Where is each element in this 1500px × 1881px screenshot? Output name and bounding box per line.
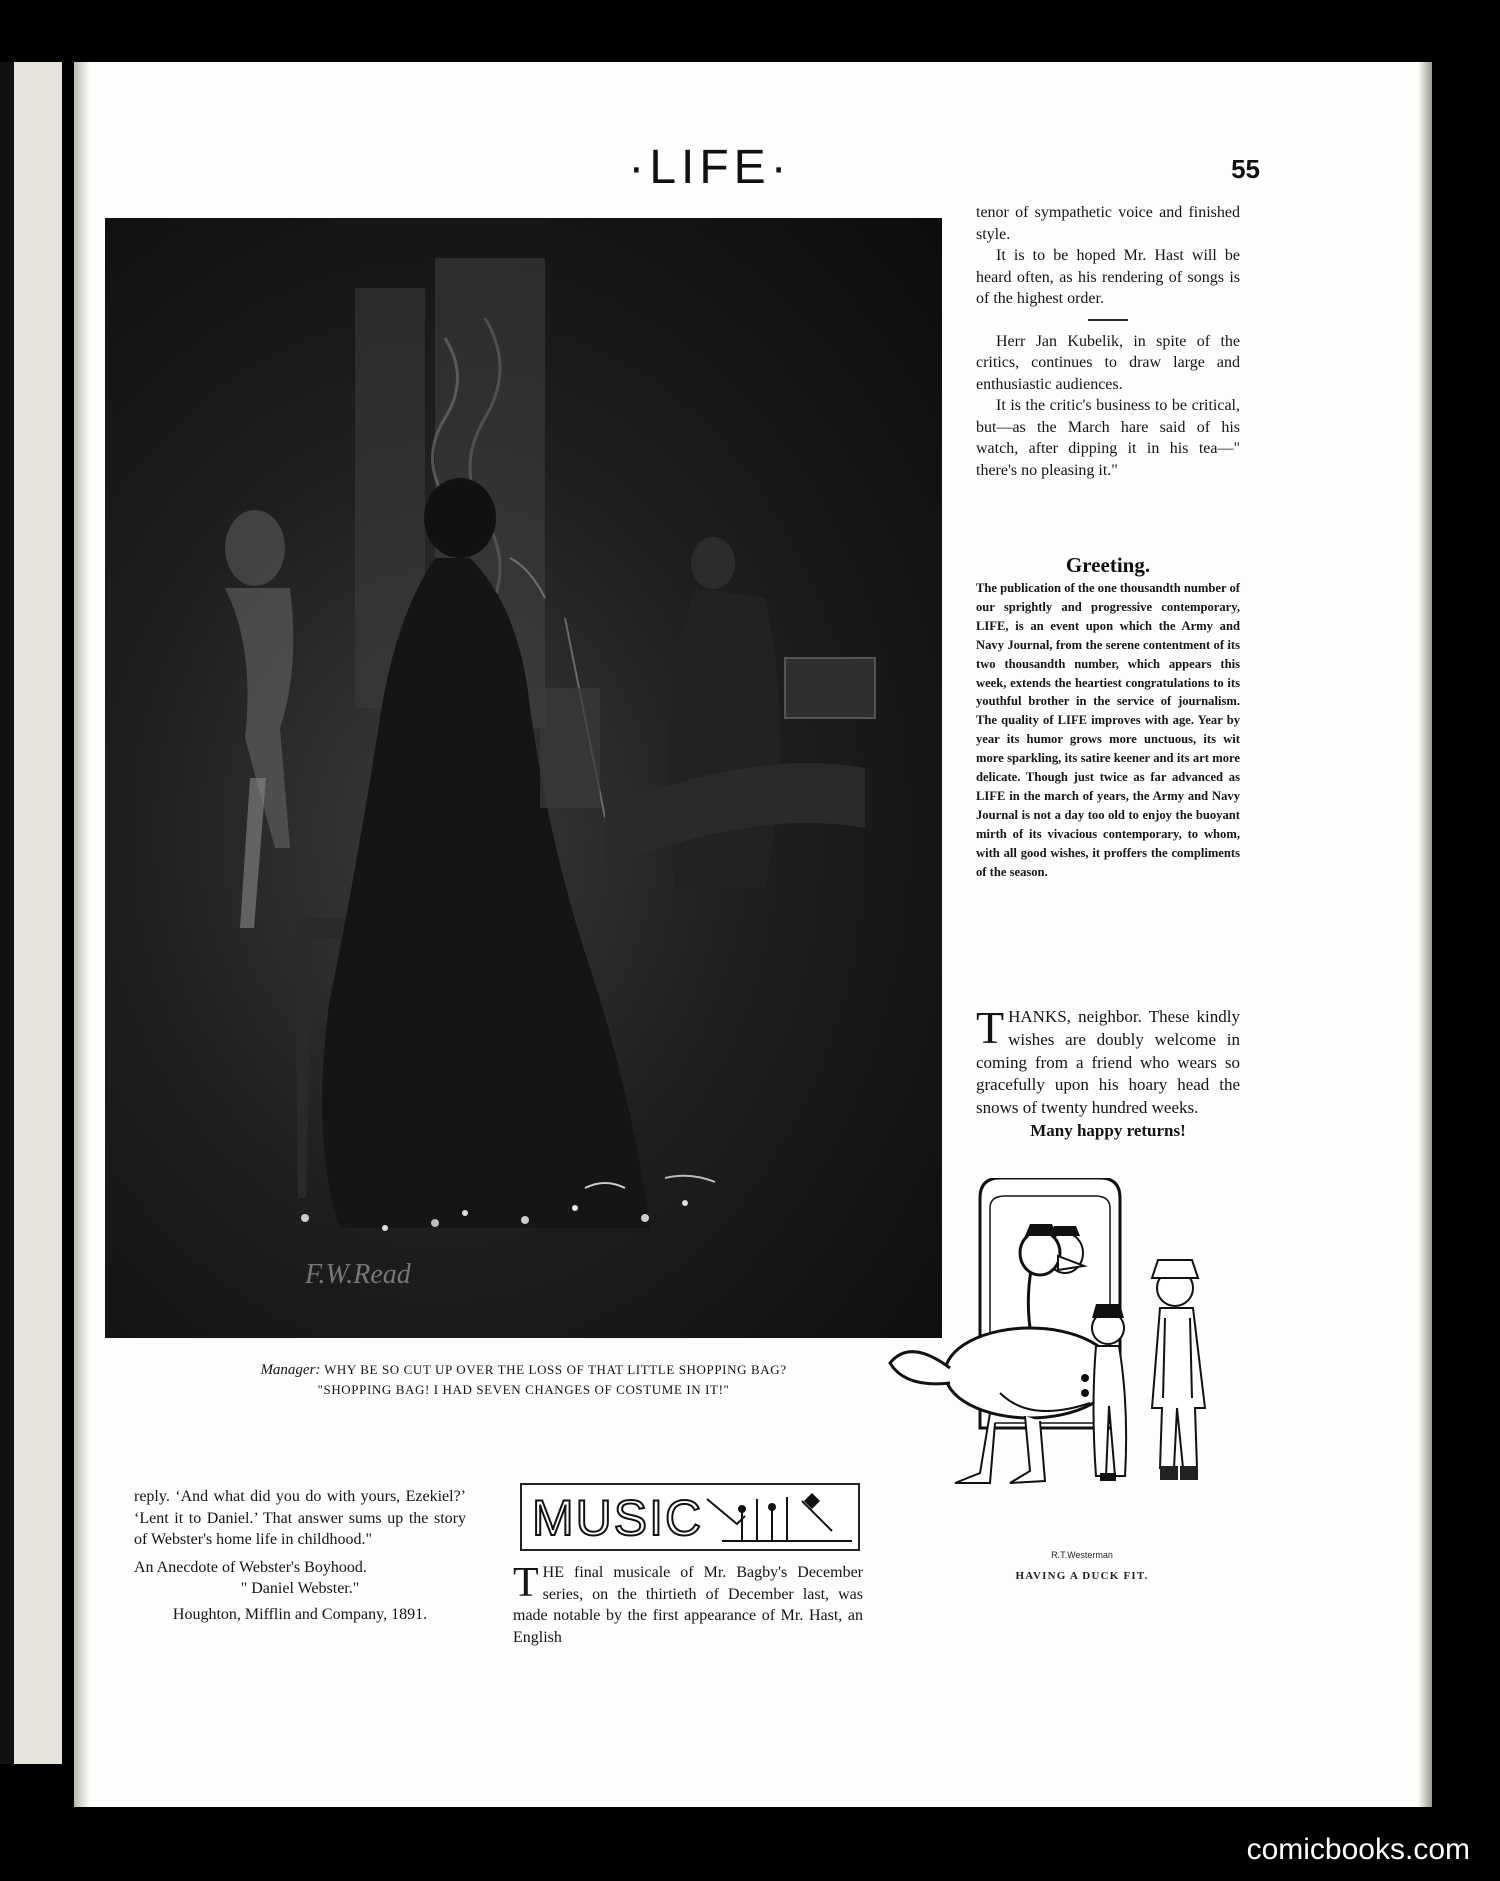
right-column: [976, 202, 1240, 481]
main-illustration: [105, 218, 942, 1338]
thanks-section: [976, 1002, 1240, 1143]
cartoon-drawing: [860, 1178, 1260, 1558]
music-heading-banner: [520, 1483, 860, 1551]
greeting-heading: Greeting.: [1065, 553, 1151, 577]
thanks-body: These kindly wishes are doubly welcome in coming from a friend who wears so gracefully upon his hoary head the snows of twenty hundred weeks.: [976, 1007, 1240, 1118]
binding-shadow: [0, 62, 14, 1764]
thanks-closing: Many happy returns!: [1030, 1120, 1186, 1140]
greeting-body: [976, 579, 1240, 882]
music-column: [513, 1562, 863, 1648]
music-body: HE final musicale of Mr. Bagby's December series, on the thirtieth of December last, was made notable by the first appearance of Mr. Hast, an English: [513, 1564, 863, 1646]
masthead: ·LIFE·: [628, 141, 792, 194]
paragraph: It is to be hoped Mr. Hast will be heard often, as his rendering of songs is of the highest order.: [976, 247, 1240, 307]
drop-cap: T: [513, 1560, 539, 1606]
watermark: comicbooks.com: [1246, 1833, 1470, 1866]
paragraph: Herr Jan Kubelik, in spite of the critics, continues to draw large and enthusiastic audiences.: [976, 332, 1240, 393]
page-number: 55: [1231, 154, 1260, 184]
paragraph: It is the critic's business to be critical, but—as the March hare said of his watch, after dipping it in his tea—" there's no pleasing it.": [976, 397, 1240, 479]
citation-title: An Anecdote of Webster's Boyhood.: [134, 1558, 367, 1576]
publisher-line: Houghton, Mifflin and Company, 1891.: [172, 1605, 428, 1623]
paragraph: reply. ‘And what did you do with yours, Ezekiel?’ ‘Lent it to Daniel.’ That answer sums up the story of Webster's home life in childhood.": [134, 1488, 466, 1548]
paragraph: The publication of the one thousandth number of our sprightly and progressive contemporary, LIFE, is an event upon which the Army and Navy Journal, from the serene contentment of its two thousandth number, which appears this week, extends the heartiest congratulations to its youthful brother in the service of journalism. The quality of LIFE improves with age. Year by year its humor grows more unctuous, its wit more sparkling, its satire keener and its art more delicate. Though just twice as far advanced as LIFE in the march of years, the Army and Navy Journal is not a day too old to enjoy the buoyant mirth of its vivacious contemporary, to whom, with all good wishes, it proffers the compliments of the season.: [976, 581, 1240, 879]
drop-cap: T: [976, 1002, 1005, 1053]
caption-question: WHY BE SO CUT UP OVER THE LOSS OF THAT LITTLE SHOPPING BAG?: [324, 1362, 787, 1377]
webster-column: [134, 1486, 466, 1625]
illustration-drawing: [105, 218, 942, 1338]
cartoon-caption: HAVING A DUCK FIT.: [1015, 1570, 1149, 1582]
caption-line-1: [105, 1360, 942, 1380]
caption-reply: "SHOPPING BAG! I HAD SEVEN CHANGES OF COSTUME IN IT!": [317, 1382, 730, 1397]
thanks-lead: HANKS, neighbor.: [1008, 1007, 1142, 1026]
music-instruments-icon: [702, 1489, 852, 1545]
section-divider: [1088, 319, 1128, 321]
page-fold-shadow: [1418, 62, 1432, 1807]
music-heading: MUSIC: [532, 1490, 704, 1546]
paragraph: tenor of sympathetic voice and finished style.: [976, 204, 1240, 243]
gutter-shadow: [74, 62, 90, 1807]
cartoon-signature: R.T.Westerman: [1051, 1550, 1113, 1560]
illustration-caption: [105, 1360, 942, 1399]
duck-cartoon: [860, 1178, 1260, 1558]
left-page-edge: [0, 62, 62, 1764]
citation-subtitle: " Daniel Webster.": [240, 1580, 360, 1597]
caption-speaker: Manager:: [260, 1362, 321, 1378]
artist-signature: F.W.Read: [305, 1259, 411, 1290]
